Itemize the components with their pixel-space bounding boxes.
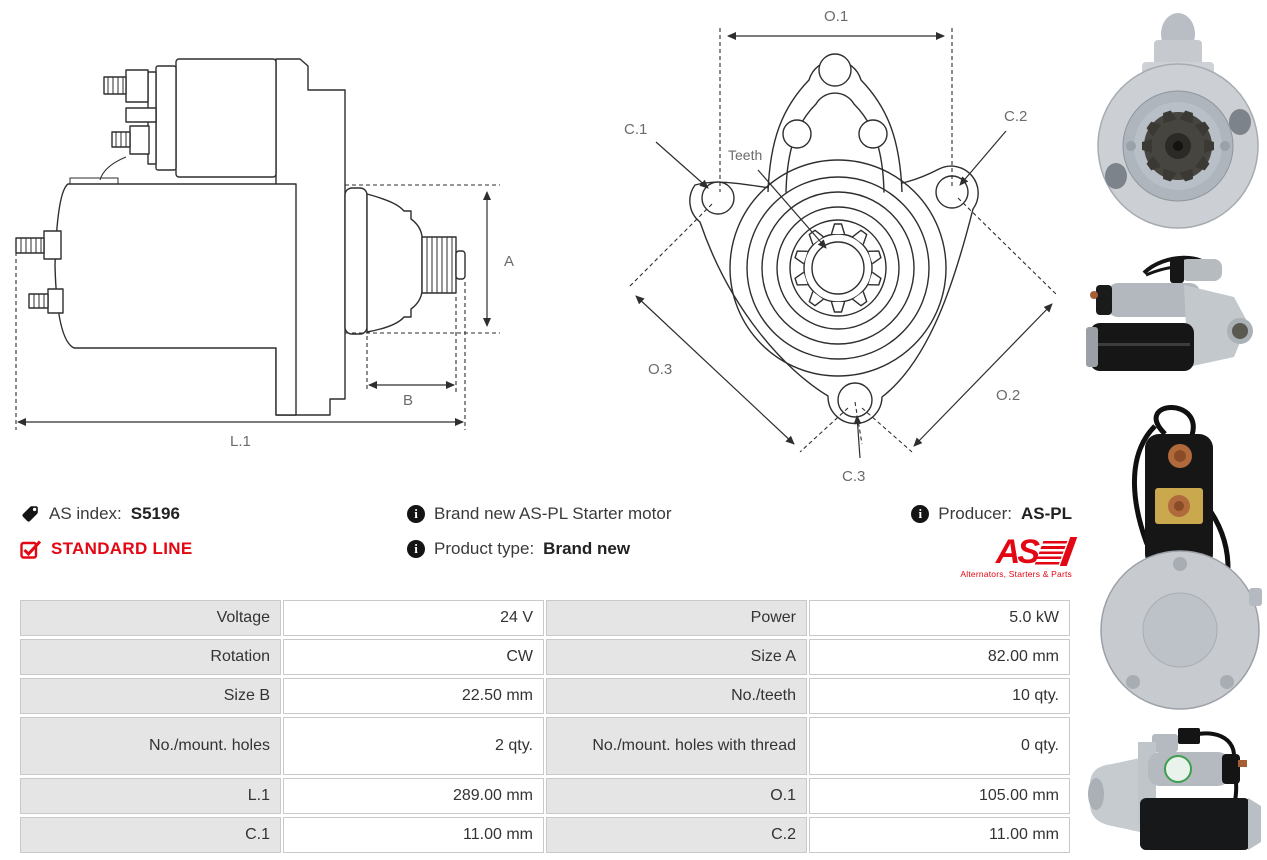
top-arch — [768, 54, 902, 192]
spec-label: Rotation — [20, 639, 281, 675]
flange-ring — [345, 188, 367, 334]
product-type-label: Product type: — [434, 539, 535, 558]
dim-c1-label: C.1 — [624, 121, 648, 138]
dim-o1-label: O.1 — [824, 8, 849, 25]
drive-end-bell — [367, 194, 422, 332]
checkbox-icon — [20, 539, 42, 559]
spec-label: Power — [546, 600, 807, 636]
spec-value: 289.00 mm — [283, 778, 544, 814]
standard-line-label: STANDARD LINE — [51, 539, 193, 558]
table-row — [20, 678, 1070, 714]
as-index-line — [20, 504, 192, 524]
table-row — [20, 817, 1070, 853]
spec-value: 10 qty. — [809, 678, 1070, 714]
spec-label: Size B — [20, 678, 281, 714]
dimension-c1 — [624, 121, 708, 188]
solenoid-wire — [100, 157, 126, 180]
spec-label: C.1 — [20, 817, 281, 853]
as-logo-tagline: Alternators, Starters & Parts — [960, 569, 1072, 579]
product-description-block — [407, 504, 671, 559]
spec-table — [18, 597, 1072, 856]
brand-new-line — [407, 504, 671, 524]
table-row — [20, 600, 1070, 636]
tag-icon — [20, 504, 40, 524]
as-pl-logo — [960, 535, 1072, 579]
spec-value: 82.00 mm — [809, 639, 1070, 675]
spec-label: No./mount. holes with thread — [546, 717, 807, 775]
spec-value: 5.0 kW — [809, 600, 1070, 636]
info-icon: i — [407, 505, 425, 523]
spec-label: No./mount. holes — [20, 717, 281, 775]
table-row — [20, 778, 1070, 814]
spec-value: 24 V — [283, 600, 544, 636]
top-lug-hole — [819, 54, 851, 86]
spec-label: O.1 — [546, 778, 807, 814]
standard-line-row — [20, 539, 192, 559]
as-index-value: S5196 — [130, 504, 180, 523]
spec-label: C.2 — [546, 817, 807, 853]
brand-new-text: Brand new AS-PL Starter motor — [434, 504, 672, 523]
product-type-value: Brand new — [543, 539, 631, 558]
dim-o3-label: O.3 — [648, 361, 673, 378]
front-view-technical-drawing — [600, 0, 1070, 500]
as-index-label: AS index: — [49, 504, 122, 523]
spec-value: 11.00 mm — [809, 817, 1070, 853]
mount-hole-c3 — [838, 383, 872, 417]
motor-body — [55, 184, 296, 415]
spec-value: 2 qty. — [283, 717, 544, 775]
producer-block — [911, 504, 1072, 579]
producer-line — [911, 504, 1072, 524]
dim-b-label: B — [403, 392, 414, 409]
product-photo-front — [1090, 4, 1265, 240]
spec-value: 11.00 mm — [283, 817, 544, 853]
table-row — [20, 717, 1070, 775]
product-photo-side-1 — [1084, 245, 1265, 391]
spec-value: CW — [283, 639, 544, 675]
product-id-block — [20, 504, 192, 559]
dimension-c2 — [960, 108, 1027, 185]
product-photo-rear — [1095, 392, 1265, 710]
dim-o2-label: O.2 — [996, 387, 1021, 404]
info-icon: i — [407, 540, 425, 558]
side-view-technical-drawing — [4, 2, 584, 467]
dim-c3-label: C.3 — [842, 468, 866, 485]
dim-c2-label: C.2 — [1004, 108, 1028, 125]
spec-label: Size A — [546, 639, 807, 675]
solenoid — [176, 59, 276, 177]
producer-label: Producer: — [938, 504, 1012, 523]
spec-value: 105.00 mm — [809, 778, 1070, 814]
dim-a-label: A — [504, 253, 515, 270]
teeth-label: Teeth — [728, 147, 763, 163]
solenoid-terminals — [104, 70, 156, 154]
dim-l1-label: L.1 — [230, 433, 251, 450]
spec-label: L.1 — [20, 778, 281, 814]
table-row — [20, 639, 1070, 675]
spec-label: Voltage — [20, 600, 281, 636]
as-logo-text: AS — [995, 533, 1037, 571]
spec-value: 22.50 mm — [283, 678, 544, 714]
spec-label: No./teeth — [546, 678, 807, 714]
product-photo-side-2 — [1082, 714, 1265, 860]
info-icon: i — [911, 505, 929, 523]
spec-value: 0 qty. — [809, 717, 1070, 775]
product-type-line — [407, 539, 671, 559]
producer-value: AS-PL — [1021, 504, 1072, 523]
